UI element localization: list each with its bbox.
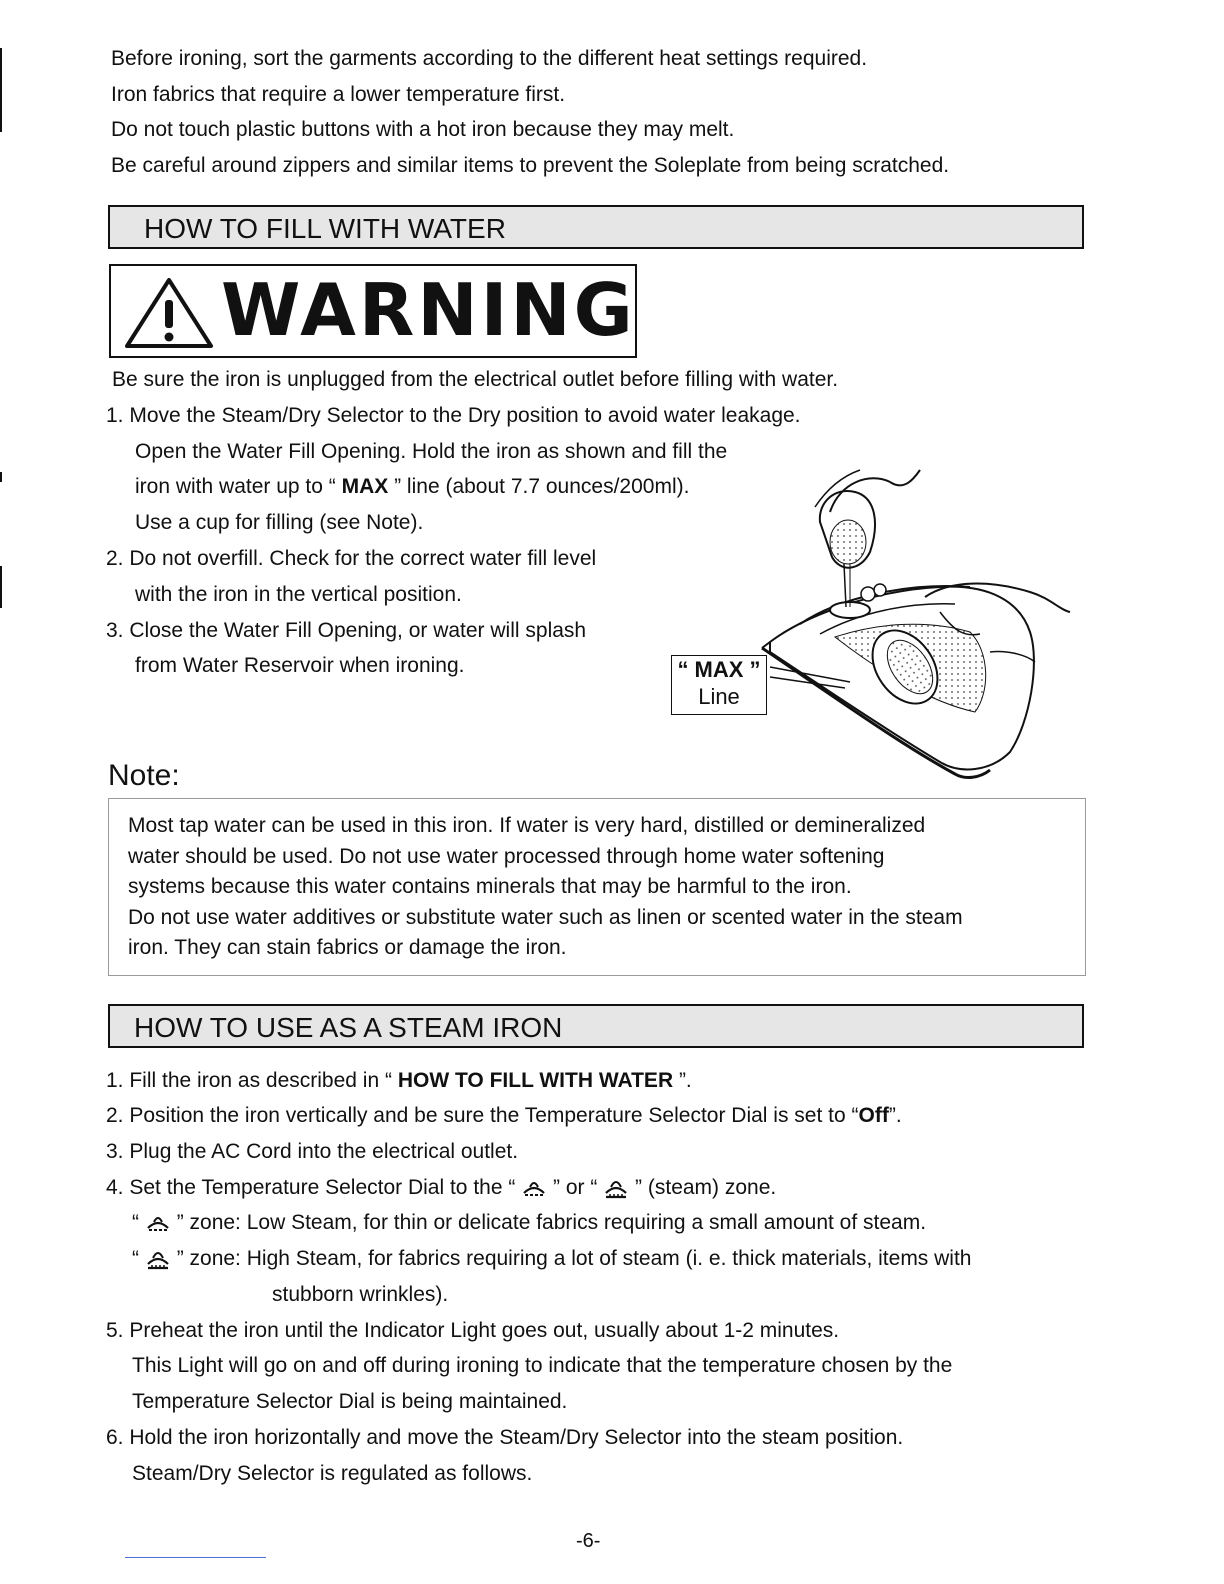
step-text: Move the Steam/Dry Selector to the Dry position to avoid water leakage. — [129, 404, 801, 427]
intro-line-4: Be careful around zippers and similar items to prevent the Soleplate from being scratched. — [111, 154, 950, 177]
step-number: 3. — [106, 1140, 124, 1163]
note-line-5: iron. They can stain fabrics or damage the iron. — [128, 936, 567, 959]
steam-step-5 — [106, 1318, 839, 1344]
fill-step-1-line-4: Use a cup for filling (see Note). — [135, 511, 424, 534]
fill-step-1-line-2: Open the Water Fill Opening. Hold the iron as shown and fill the — [135, 440, 728, 463]
note-line-3: systems because this water contains minerals that may be harmful to the iron. — [128, 875, 852, 898]
text-span: ”. — [888, 1104, 902, 1127]
page-number: -6- — [576, 1530, 601, 1552]
text-span: ” (steam) zone. — [635, 1176, 777, 1199]
text-span: iron with water up to “ — [135, 475, 342, 498]
text-span: Position the iron vertically and be sure the Temperature Selector Dial is set to “ — [129, 1104, 859, 1127]
step-number: 5. — [106, 1319, 124, 1342]
text-span: ”. — [673, 1069, 692, 1092]
step-number: 4. — [106, 1176, 124, 1199]
text-span: Low Steam, for thin or delicate fabrics requiring a small amount of steam. — [246, 1211, 927, 1234]
warning-triangle-icon — [121, 274, 217, 352]
fill-step-3-line-2: from Water Reservoir when ironing. — [135, 654, 465, 677]
text-span: ” line (about 7.7 ounces/200ml). — [388, 475, 690, 498]
step-text: Close the Water Fill Opening, or water will splash — [129, 619, 587, 642]
intro-line-1: Before ironing, sort the garments according to the different heat settings required. — [111, 47, 868, 70]
step-number: 2. — [106, 547, 124, 570]
text-span: “ — [132, 1247, 139, 1270]
high-steam-zone-line-2: stubborn wrinkles). — [272, 1283, 449, 1306]
section-heading-fill — [108, 205, 1084, 249]
text-span: “ — [132, 1211, 139, 1234]
steam-step-3 — [106, 1139, 518, 1165]
steam-step-5-line-2: This Light will go on and off during ironing to indicate that the temperature chosen by the — [132, 1354, 953, 1377]
text-span: Set the Temperature Selector Dial to the “ — [129, 1176, 516, 1199]
note-line-4: Do not use water additives or substitute water such as linen or scented water in the steam — [128, 906, 963, 929]
low-steam-zone-line — [132, 1210, 926, 1236]
text-span: Fill the iron as described in “ — [129, 1069, 398, 1092]
steam-step-2 — [106, 1103, 902, 1129]
bottom-rule — [125, 1557, 266, 1558]
fill-step-1 — [106, 403, 801, 429]
steam-step-5-line-3: Temperature Selector Dial is being maintained. — [132, 1390, 568, 1413]
step-number: 1. — [106, 404, 124, 427]
max-bold: MAX — [341, 475, 389, 498]
low-steam-icon — [145, 1213, 171, 1233]
warning-box — [109, 264, 637, 358]
step-text: Preheat the iron until the Indicator Light goes out, usually about 1-2 minutes. — [129, 1319, 840, 1342]
high-steam-icon — [603, 1177, 629, 1199]
note-box — [108, 798, 1086, 976]
fill-step-3 — [106, 618, 586, 644]
warning-text: Be sure the iron is unplugged from the electrical outlet before filling with water. — [112, 368, 839, 391]
bold-span: Off — [858, 1104, 889, 1127]
text-span: ” zone: — [176, 1211, 241, 1234]
steam-step-4 — [106, 1175, 776, 1201]
step-number: 6. — [106, 1426, 124, 1449]
section-heading-fill-text: HOW TO FILL WITH WATER — [144, 213, 506, 244]
step-text: Do not overfill. Check for the correct water fill level — [129, 547, 597, 570]
step-text: Hold the iron horizontally and move the Steam/Dry Selector into the steam position. — [129, 1426, 904, 1449]
note-line-2: water should be used. Do not use water processed through home water softening — [128, 845, 885, 868]
step-text: Plug the AC Cord into the electrical outlet. — [129, 1140, 519, 1163]
steam-step-6 — [106, 1425, 903, 1451]
fill-step-2-line-2: with the iron in the vertical position. — [135, 583, 462, 606]
warning-title: WARNING — [221, 268, 636, 352]
text-span: ” or “ — [553, 1176, 598, 1199]
max-line-label-2: Line — [698, 684, 740, 709]
intro-line-2: Iron fabrics that require a lower temperature first. — [111, 83, 566, 106]
scan-edge-mark — [0, 566, 2, 608]
steam-step-1 — [106, 1068, 692, 1094]
step-number: 3. — [106, 619, 124, 642]
iron-filling-illustration — [740, 462, 1080, 782]
fill-step-2 — [106, 546, 596, 572]
steam-step-6-line-2: Steam/Dry Selector is regulated as follows. — [132, 1462, 533, 1485]
step-number: 1. — [106, 1069, 124, 1092]
scan-edge-mark — [0, 472, 2, 482]
high-steam-zone-line — [132, 1246, 972, 1272]
max-line-label — [671, 655, 767, 715]
bold-span: HOW TO FILL WITH WATER — [397, 1069, 674, 1092]
note-title: Note: — [108, 759, 180, 792]
scan-edge-mark — [0, 48, 2, 132]
high-steam-icon — [145, 1248, 171, 1270]
note-line-1: Most tap water can be used in this iron. If water is very hard, distilled or demineralized — [128, 814, 926, 837]
low-steam-icon — [521, 1178, 547, 1198]
text-span: ” zone: — [176, 1247, 241, 1270]
text-span: High Steam, for fabrics requiring a lot of steam (i. e. thick materials, items with — [246, 1247, 972, 1270]
section-heading-steam — [108, 1004, 1084, 1048]
step-number: 2. — [106, 1104, 124, 1127]
intro-line-3: Do not touch plastic buttons with a hot iron because they may melt. — [111, 118, 735, 141]
section-heading-steam-text: HOW TO USE AS A STEAM IRON — [134, 1012, 563, 1043]
fill-step-1-line-3 — [135, 474, 689, 500]
max-line-label-1: “ MAX ” — [677, 657, 761, 682]
